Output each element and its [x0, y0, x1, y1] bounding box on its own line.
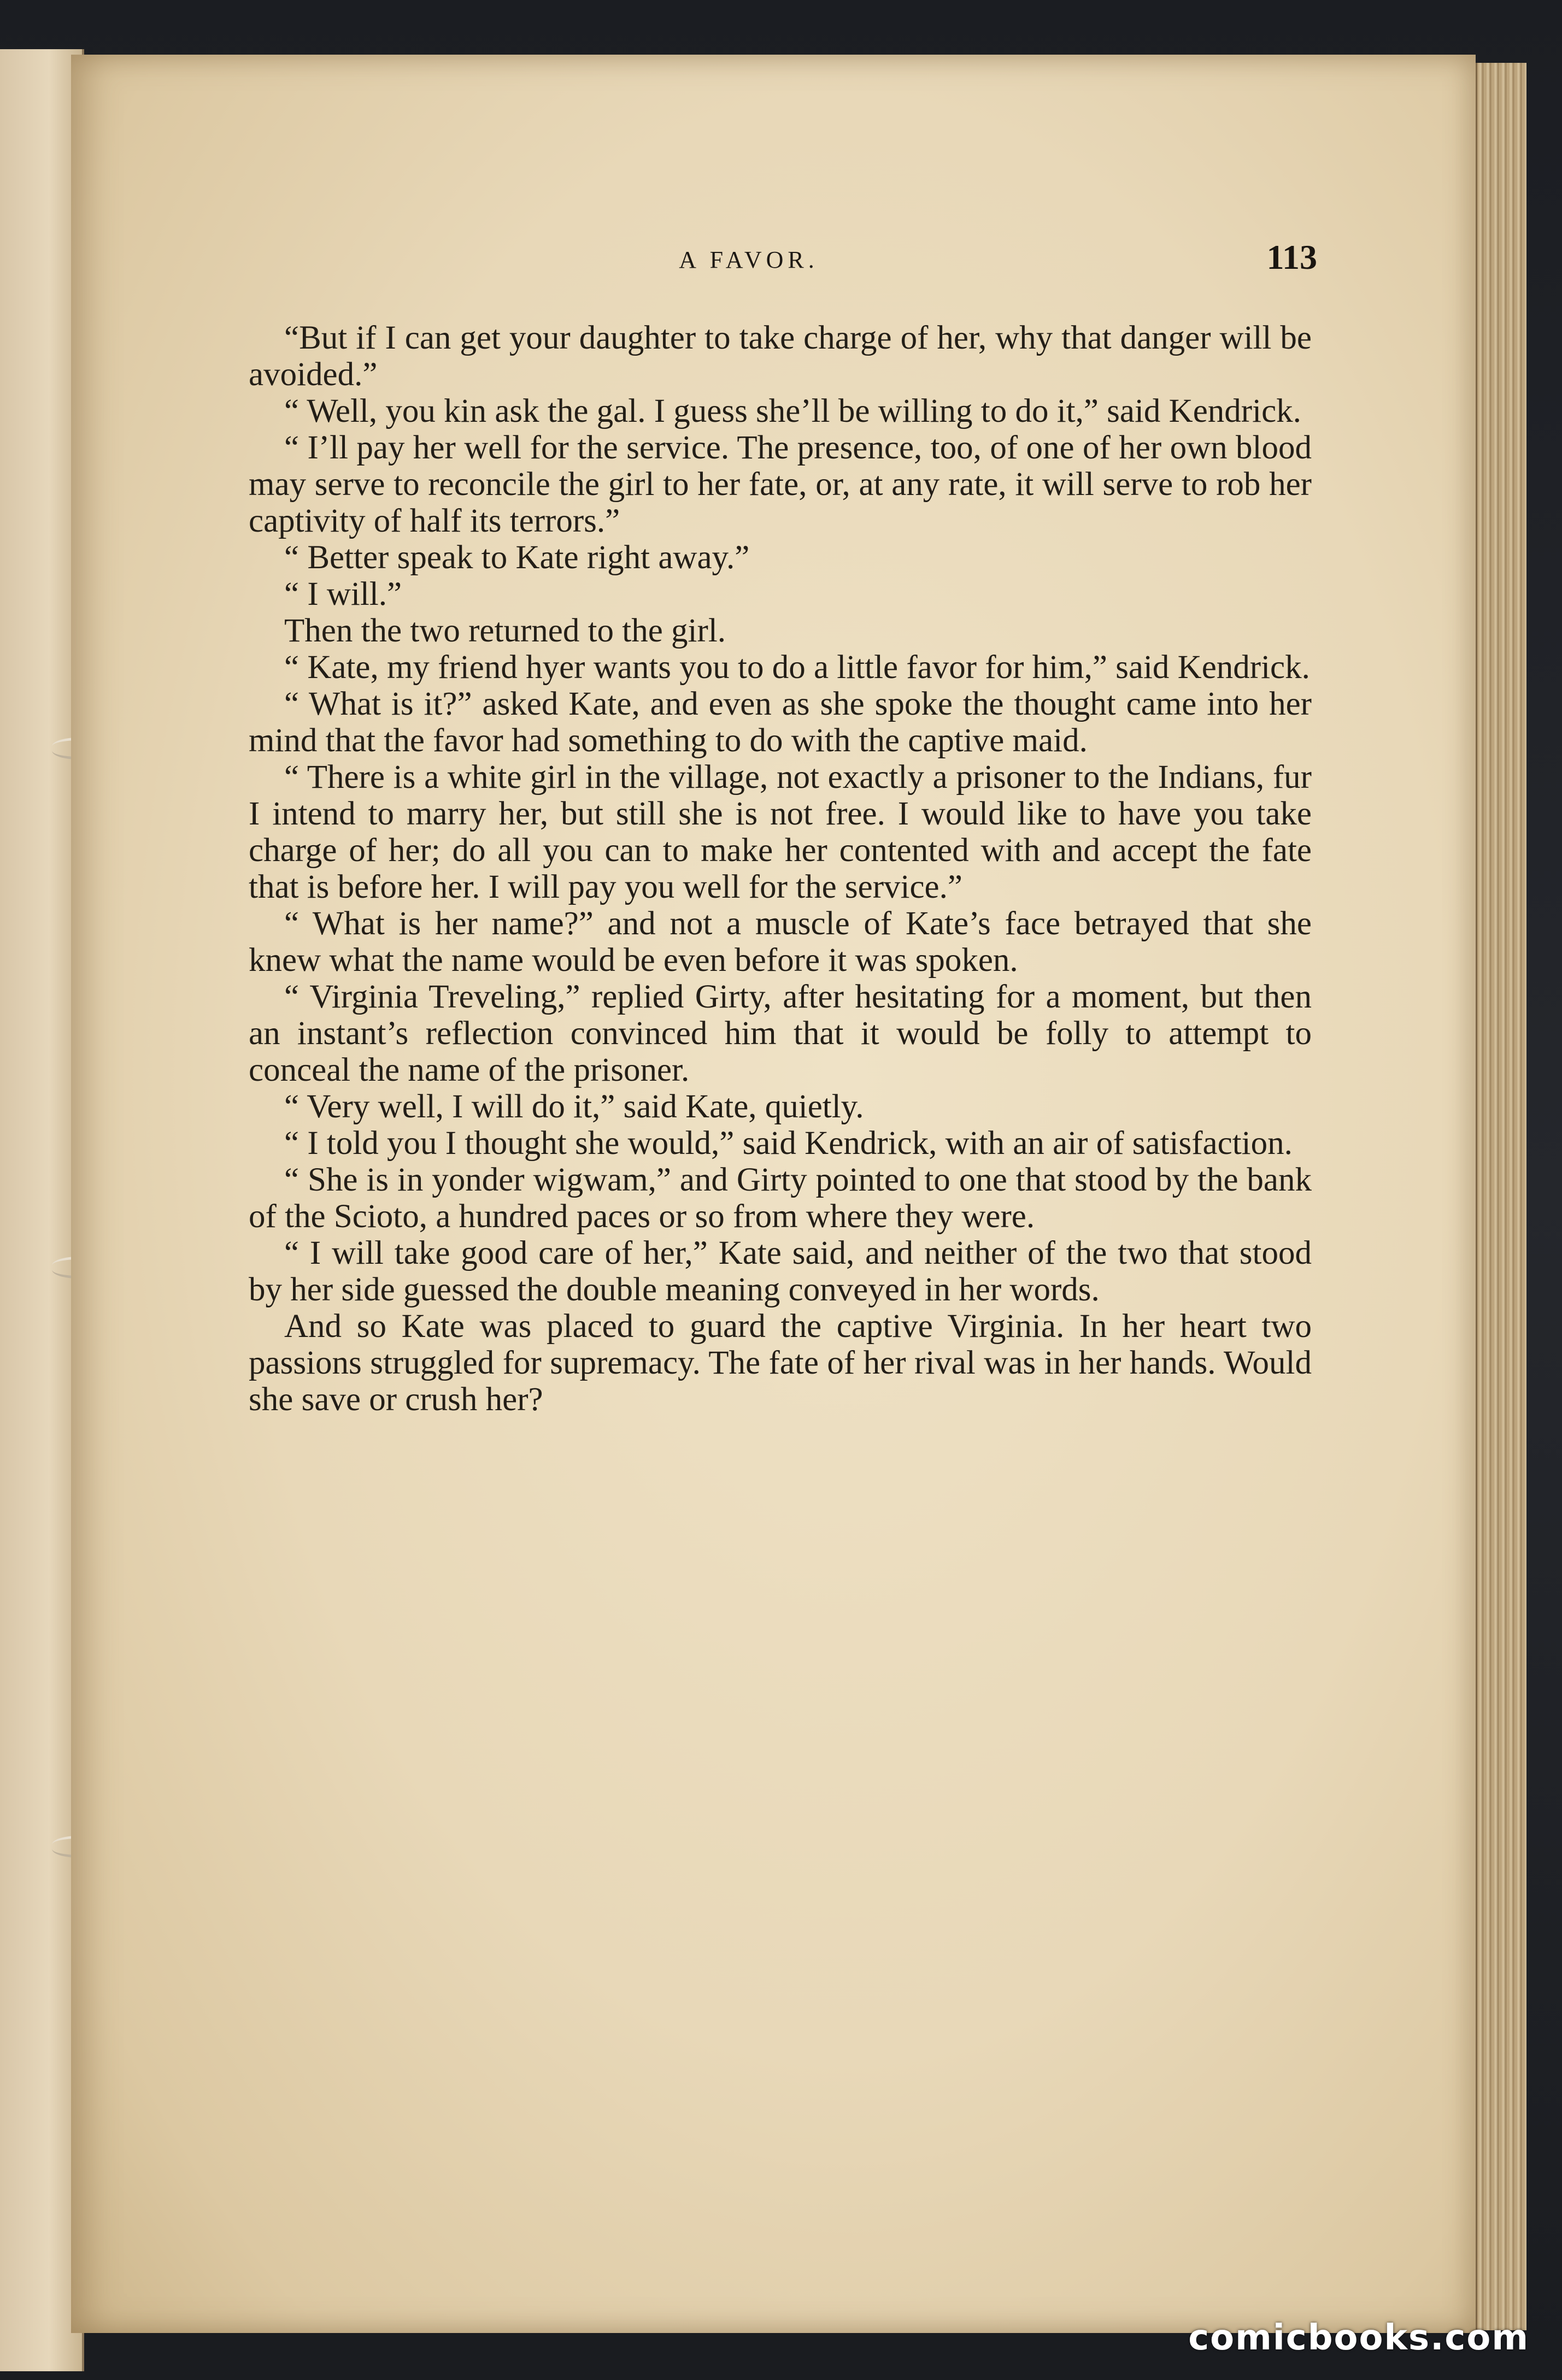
paragraph: “ Virginia Treveling,” replied Girty, after hesitating for a moment, but then an instant’s reflection convinced him that it would be folly to attempt to conceal the name of the prisoner.	[249, 979, 1312, 1088]
paragraph: “ Kate, my friend hyer wants you to do a little favor for him,” said Kendrick.	[284, 649, 1310, 686]
paragraph: “ Well, you kin ask the gal. I guess she’ll be willing to do it,” said Kendrick.	[284, 393, 1301, 429]
paragraph: “ Very well, I will do it,” said Kate, quietly.	[284, 1088, 864, 1125]
paragraph: “ I will take good care of her,” Kate said, and neither of the two that stood by her side guessed the double meaning conveyed in her words.	[249, 1235, 1312, 1308]
paragraph: “ What is her name?” and not a muscle of Kate’s face betrayed that she knew what the name would be even before it was spoken.	[249, 905, 1312, 979]
paragraph: “ She is in yonder wigwam,” and Girty pointed to one that stood by the bank of the Scioto, a hundred paces or so from where they were.	[249, 1162, 1312, 1235]
paragraph: “ There is a white girl in the village, not exactly a prisoner to the Indians, fur I intend to marry her, but still she is not free. I would like to have you take charge of her; do all you can to make her contented with and accept the fate that is before her. I will pay you well for the service.”	[249, 759, 1312, 905]
page-block-edge	[1476, 63, 1526, 2330]
page-header	[180, 240, 1317, 290]
body-text	[249, 320, 1312, 1418]
running-title: A FAVOR.	[679, 246, 819, 273]
site-watermark: comicbooks.com	[1188, 2318, 1529, 2358]
page-number: 113	[1266, 238, 1317, 276]
paragraph: “But if I can get your daughter to take charge of her, why that danger will be avoided.”	[249, 320, 1312, 393]
paragraph: “ I’ll pay her well for the service. The presence, too, of one of her own blood may serve to reconcile the girl to her fate, or, at any rate, it will serve to rob her captivity of half its terrors.”	[249, 429, 1312, 539]
paragraph: “ I told you I thought she would,” said Kendrick, with an air of satisfaction.	[284, 1125, 1293, 1162]
paragraph: “ What is it?” asked Kate, and even as she spoke the thought came into her mind that the favor had something to do with the captive maid.	[249, 686, 1312, 759]
paragraph: And so Kate was placed to guard the captive Virginia. In her heart two passions struggled for supremacy. The fate of her rival was in her hands. Would she save or crush her?	[249, 1308, 1312, 1418]
paragraph: “ Better speak to Kate right away.”	[284, 539, 750, 576]
paragraph: “ I will.”	[284, 576, 402, 612]
paragraph: Then the two returned to the girl.	[284, 612, 726, 649]
